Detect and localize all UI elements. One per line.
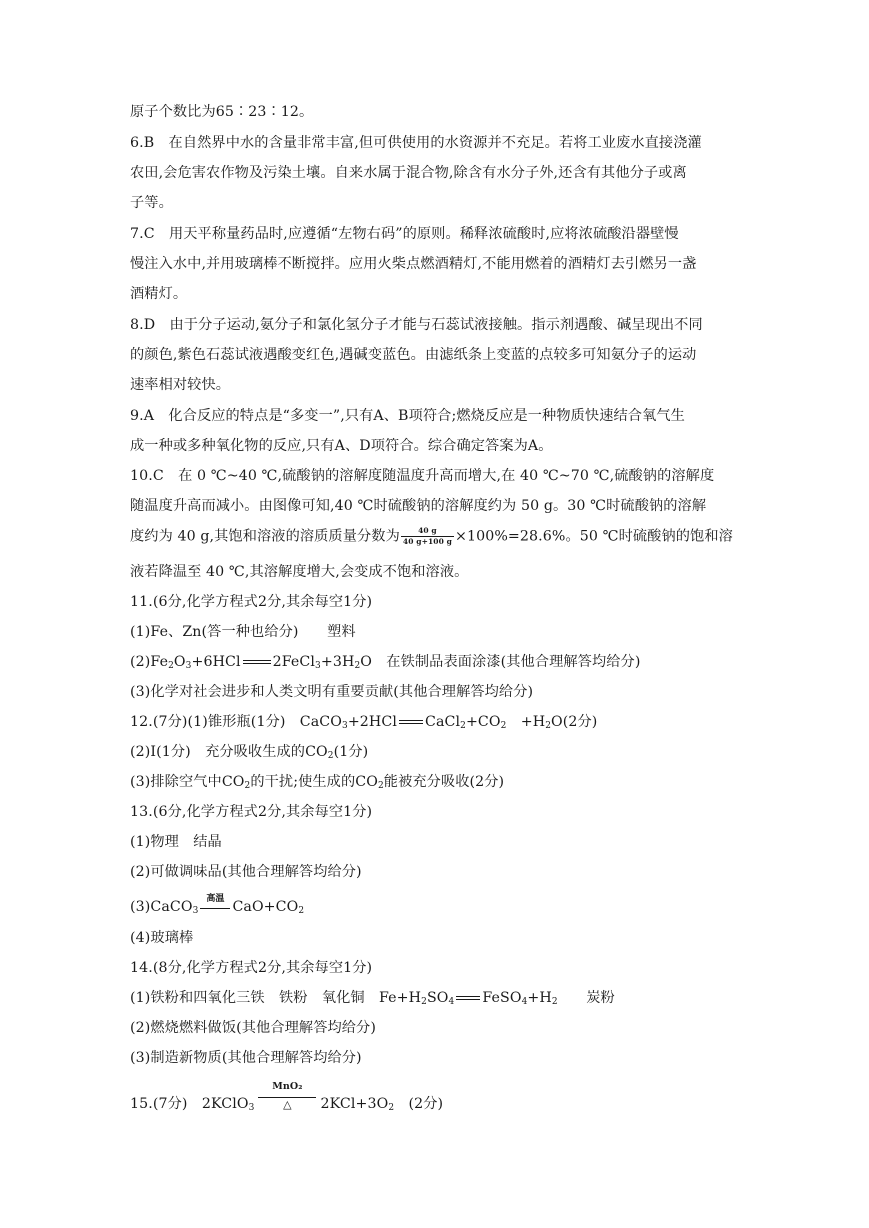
text-segment: (3)排除空气中CO xyxy=(130,774,245,790)
text-segment: (1分) xyxy=(333,744,369,760)
text-line xyxy=(130,772,504,792)
answer-10: 10.C 在 0 ℃~40 ℃,硫酸钠的溶解度随温度升高而增大,在 40 ℃~70 ℃,硫酸钠的溶解度 xyxy=(130,468,715,484)
subscript: 2 xyxy=(500,721,507,731)
equation-line xyxy=(130,712,597,732)
text-line: 的颜色,紫色石蕊试液遇酸变红色,遇碱变蓝色。由滤纸条上变蓝的点较多可知氨分子的运动 xyxy=(130,347,697,363)
text-segment: 2KCl+3O xyxy=(320,1096,389,1112)
text-line: 农田,会危害农作物及污染土壤。自来水属于混合物,除含有水分子外,还含有其他分子或离 xyxy=(130,165,687,181)
text-segment: (2分) xyxy=(394,1096,444,1112)
text-line: 随温度升高而减小。由图像可知,40 ℃时硫酸钠的溶解度约为 50 g。30 ℃时硫酸钠的溶解 xyxy=(130,498,707,514)
subscript: 2 xyxy=(168,661,174,671)
reaction-condition-arrow xyxy=(258,1081,316,1111)
text-segment: 能被充分吸收(2分) xyxy=(383,774,505,790)
text-segment: 的干扰;使生成的CO xyxy=(250,774,378,790)
text-line-with-fraction xyxy=(130,526,733,547)
text-line: 慢注入水中,并用玻璃棒不断搅拌。应用火柴点燃酒精灯,不能用燃着的酒精灯去引燃另一盏 xyxy=(130,256,697,272)
equation-line xyxy=(130,988,615,1008)
answer-11-header: 11.(6分,化学方程式2分,其余每空1分) xyxy=(130,594,373,610)
answer-8: 8.D 由于分子运动,氨分子和氯化氢分子才能与石蕊试液接触。指示剂遇酸、碱呈现出不同 xyxy=(130,317,703,333)
text-segment: +H xyxy=(506,714,546,730)
text-segment: O xyxy=(173,654,186,670)
equation-line xyxy=(130,1081,444,1114)
text-segment: CaCl xyxy=(425,714,461,730)
text-segment: (3)CaCO xyxy=(130,899,193,915)
subscript: 4 xyxy=(448,997,455,1007)
text-segment: 度约为 40 g,其饱和溶液的溶质质量分数为 xyxy=(130,528,400,545)
text-segment: +6HCl xyxy=(191,654,241,670)
text-line: 酒精灯。 xyxy=(130,286,188,302)
text-line: 子等。 xyxy=(130,195,173,211)
subscript: 2 xyxy=(298,906,305,916)
text-segment: 2FeCl xyxy=(272,654,316,670)
text-line: (4)玻璃棒 xyxy=(130,930,194,946)
equals-sign xyxy=(399,720,423,724)
text-line xyxy=(130,742,368,762)
text-segment: (2)Ⅰ(1分) 充分吸收生成的CO xyxy=(130,744,328,760)
text-line: (2)燃烧燃料做饭(其他合理解答均给分) xyxy=(130,1020,376,1036)
equation-line xyxy=(130,894,305,917)
text-segment: +2HCl xyxy=(347,714,397,730)
text-segment: +3H xyxy=(320,654,355,670)
answer-7: 7.C 用天平称量药品时,应遵循“左物右码”的原则。稀释浓硫酸时,应将浓硫酸沿器壁慢 xyxy=(130,226,679,242)
text-segment: 12.(7分)(1)锥形瓶(1分) CaCO xyxy=(130,714,342,730)
reaction-line xyxy=(200,908,230,909)
subscript: 2 xyxy=(545,721,552,731)
text-line: 液若降温至 40 ℃,其溶解度增大,会变成不饱和溶液。 xyxy=(130,564,469,580)
answer-13-header: 13.(6分,化学方程式2分,其余每空1分) xyxy=(130,804,373,820)
subscript: 2 xyxy=(551,997,558,1007)
text-segment: +CO xyxy=(465,714,501,730)
text-segment: 15.(7分) 2KClO xyxy=(130,1096,249,1112)
text-segment: 炭粉 xyxy=(557,990,615,1006)
text-segment: (1)铁粉和四氧化三铁 铁粉 氧化铜 Fe+H xyxy=(130,990,422,1006)
text-segment: +H xyxy=(527,990,552,1006)
reaction-condition-arrow xyxy=(200,894,230,912)
text-line: (1)物理 结晶 xyxy=(130,834,222,850)
subscript: 3 xyxy=(315,661,321,671)
mass-fraction xyxy=(401,526,454,547)
equation-line xyxy=(130,652,640,672)
equals-sign xyxy=(243,660,271,664)
text-segment: O(2分) xyxy=(551,714,598,730)
text-segment: (2)Fe xyxy=(130,654,169,670)
text-line: 成一种或多种氧化物的反应,只有A、D项符合。综合确定答案为A。 xyxy=(130,438,553,454)
catalyst-label: MnO₂ xyxy=(272,1081,303,1092)
text-line: 原子个数比为65∶23∶12。 xyxy=(130,104,314,120)
subscript: 2 xyxy=(354,661,361,671)
subscript: 3 xyxy=(341,721,348,731)
subscript: 2 xyxy=(388,1103,395,1113)
subscript: 4 xyxy=(521,997,528,1007)
text-line: 速率相对较快。 xyxy=(130,377,231,393)
text-segment: FeSO xyxy=(482,990,522,1006)
subscript: 3 xyxy=(185,661,192,671)
fraction-numerator: 40 g xyxy=(401,526,454,537)
text-line: (3)化学对社会进步和人类文明有重要贡献(其他合理解答均给分) xyxy=(130,684,534,700)
text-segment: ×100%=28.6%。50 ℃时硫酸钠的饱和溶 xyxy=(454,528,733,545)
answer-9: 9.A 化合反应的特点是“多变一”,只有A、B项符合;燃烧反应是一种物质快速结合氧气生 xyxy=(130,408,685,424)
answer-6: 6.B 在自然界中水的含量非常丰富,但可供使用的水资源并不充足。若将工业废水直接浇灌 xyxy=(130,135,702,151)
text-line: (3)制造新物质(其他合理解答均给分) xyxy=(130,1050,362,1066)
subscript: 2 xyxy=(460,721,466,731)
answer-14-header: 14.(8分,化学方程式2分,其余每空1分) xyxy=(130,960,373,976)
subscript: 3 xyxy=(192,906,199,916)
subscript: 2 xyxy=(244,781,251,791)
subscript: 2 xyxy=(377,781,384,791)
reaction-condition-label: 高温 xyxy=(206,894,225,904)
fraction-denominator: 40 g+100 g xyxy=(402,537,452,546)
subscript: 2 xyxy=(421,997,427,1007)
text-line: (1)Fe、Zn(答一种也给分) 塑料 xyxy=(130,624,356,640)
text-line: (2)可做调味品(其他合理解答均给分) xyxy=(130,864,362,880)
heat-symbol: △ xyxy=(283,1098,292,1111)
text-segment: CaO+CO xyxy=(232,899,299,915)
equals-sign xyxy=(456,996,480,1000)
subscript: 3 xyxy=(248,1103,255,1113)
text-segment: O 在铁制品表面涂漆(其他合理解答均给分) xyxy=(360,654,641,670)
text-segment: SO xyxy=(426,990,449,1006)
subscript: 2 xyxy=(327,751,334,761)
